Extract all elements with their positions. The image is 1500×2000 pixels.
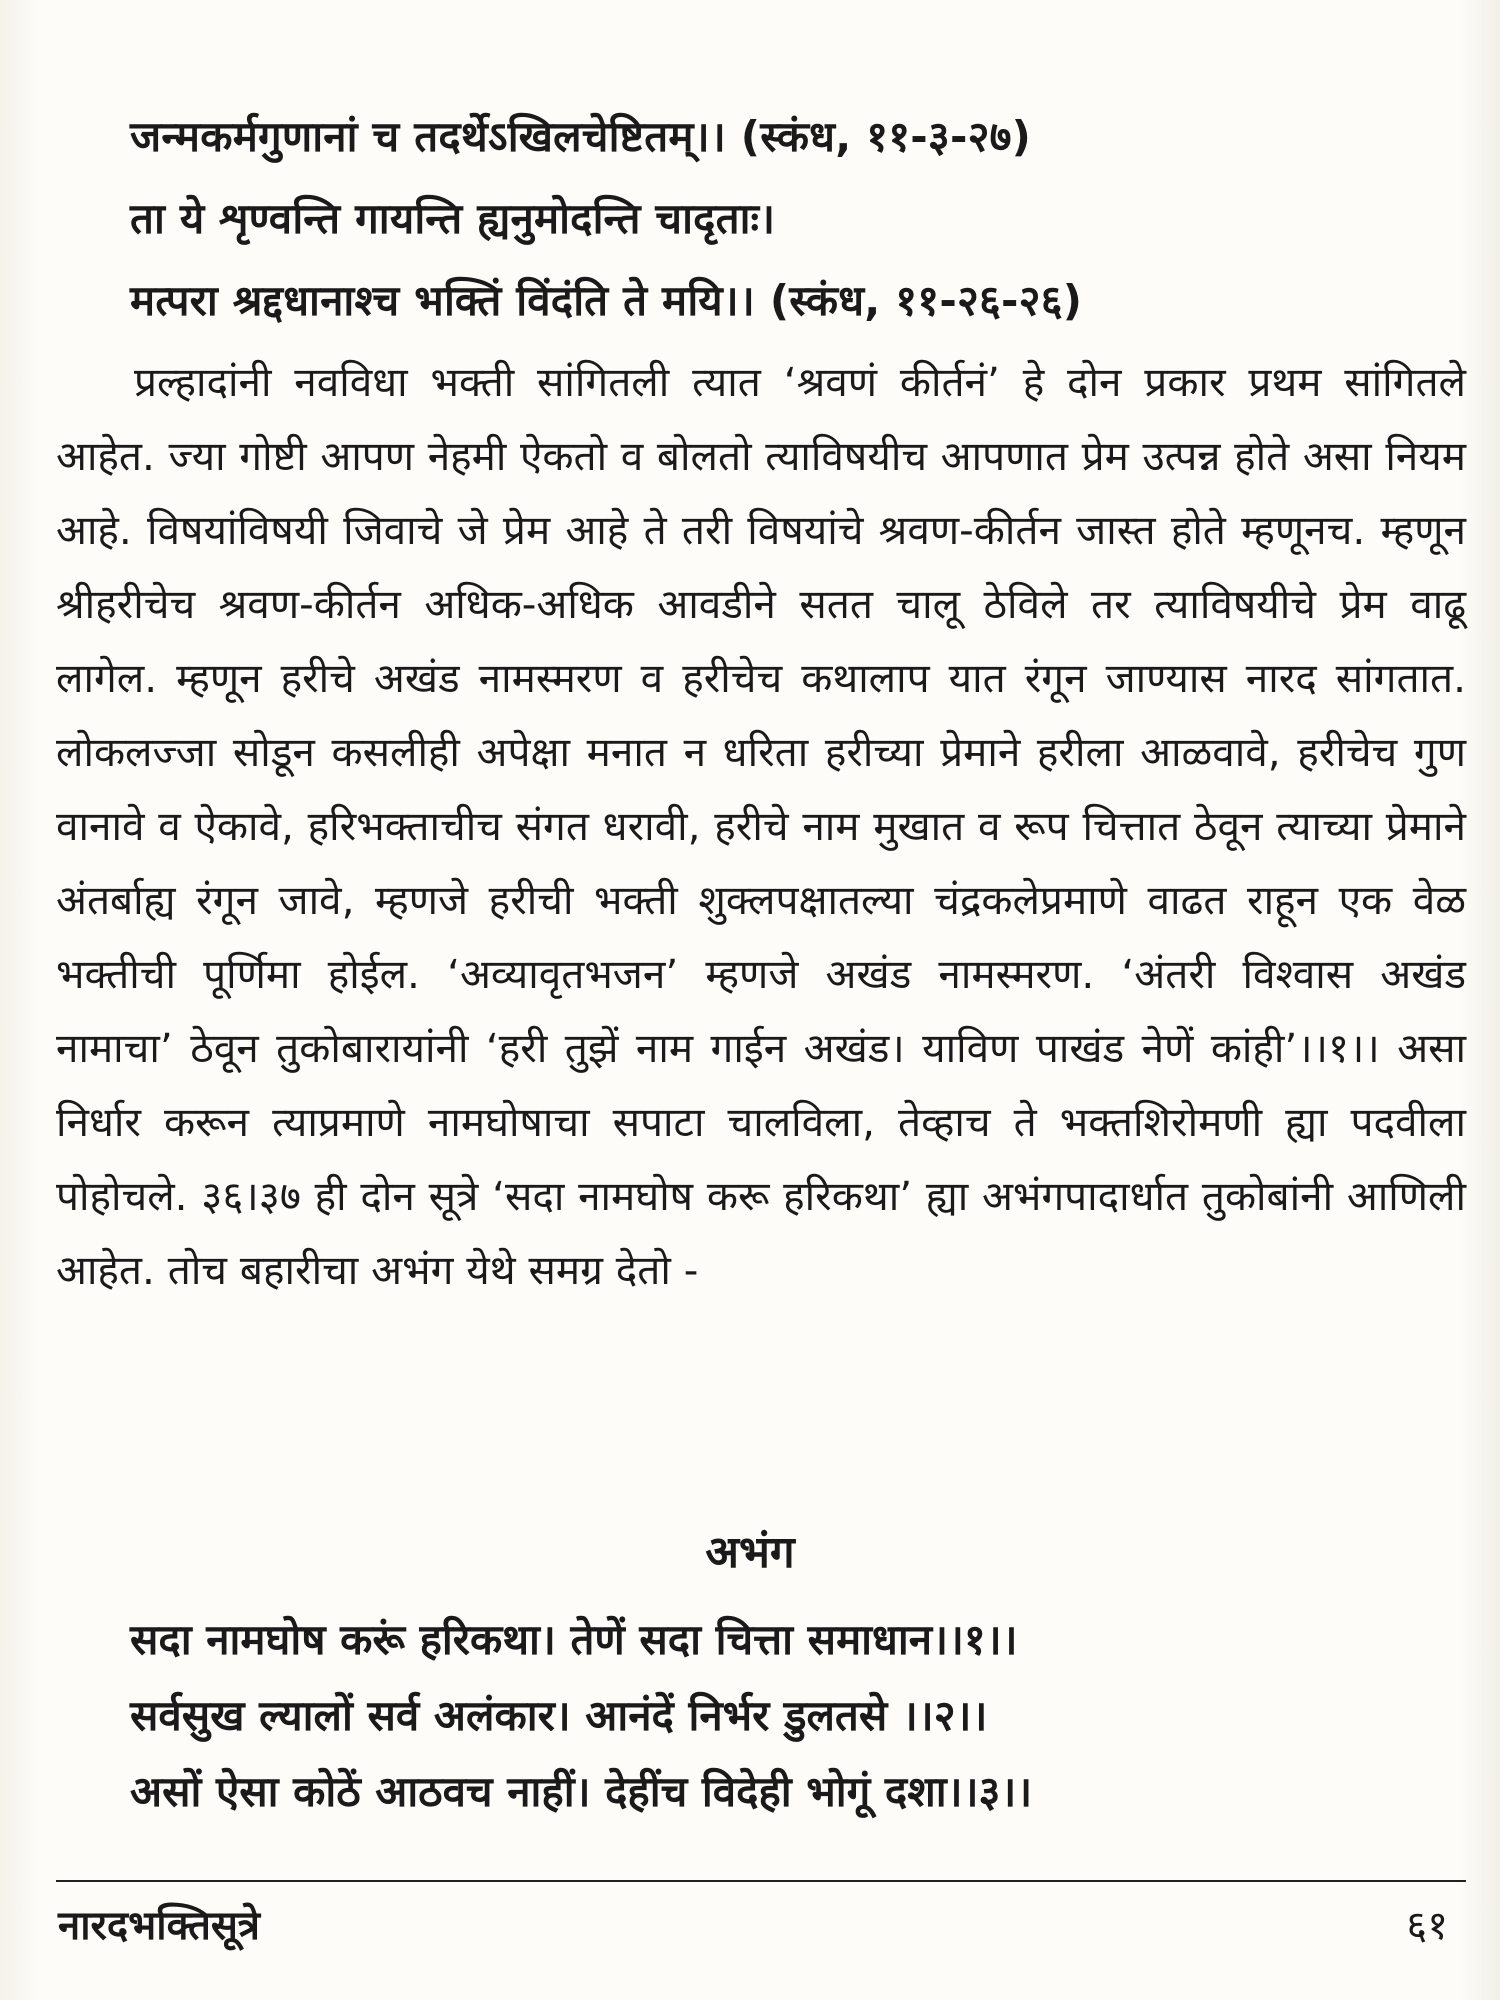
page-number: ६१ xyxy=(1406,1903,1448,1949)
verse-line-1: जन्मकर्मगुणानां च तदर्थेऽखिलचेष्टितम्।। (स्कंध, ११-३-२७) xyxy=(130,112,1032,161)
footer-divider xyxy=(56,1880,1466,1882)
verse-line-3: मत्परा श्रद्दधानाश्च भक्तिं विंदंति ते मयि।। (स्कंध, ११-२६-२६) xyxy=(130,276,1083,325)
abhang-line-3: असों ऐसा कोठें आठवच नाहीं। देहींच विदेही भोगूं दशा।।३।। xyxy=(130,1767,1033,1816)
abhang-stanza xyxy=(130,1602,1460,1830)
sanskrit-verses xyxy=(130,96,1450,342)
commentary-paragraph xyxy=(56,345,1466,1307)
paragraph-text: प्रल्हादांनी नवविधा भक्ती सांगितली त्यात ‘श्रवणं कीर्तनं’ हे दोन प्रकार प्रथम सांगितले आहेत. ज्या गोष्टी आपण नेहमी ऐकतो व बोलतो त्याविषयीच आपणात प्रेम उत्पन्न होते असा नियम आहे. विषयांविषयी जिवाचे जे प्रेम आहे ते तरी विषयांचे श्रवण-कीर्तन जास्त होते म्हणूनच. म्हणून श्रीहरीचेच श्रवण-कीर्तन अधिक-अधिक आवडीने सतत चालू ठेविले तर त्याविषयीचे प्रेम वाढू लागेल. म्हणून हरीचे अखंड नामस्मरण व हरीचेच कथालाप यात रंगून जाण्यास नारद सांगतात. लोकलज्जा सोडून कसलीही अपेक्षा मनात न धरिता हरीच्या प्रेमाने हरीला आळवावे, हरीचेच गुण वानावे व ऐकावे, हरिभक्ताचीच संगत धरावी, हरीचे नाम मुखात व रूप चित्तात ठेवून त्याच्या प्रेमाने अंतर्बाह्य रंगून जावे, म्हणजे हरीची भक्ती शुक्लपक्षातल्या चंद्रकलेप्रमाणे वाढत राहून एक वेळ भक्तीची पूर्णिमा होईल. ‘अव्यावृतभजन’ म्हणजे अखंड नामस्मरण. ‘अंतरी विश्वास अखंड नामाचा’ ठेवून तुकोबारायांनी ‘हरी तुझें नाम गाईन अखंड। याविण पाखंड नेणें कांही’।।१।। असा निर्धार करून त्याप्रमाणे नामघोषाचा सपाटा चालविला, तेव्हाच ते भक्तशिरोमणी ह्या पदवीला पोहोचले. ३६।३७ ही दोन सूत्रे ‘सदा नामघोष करू हरिकथा’ ह्या अभंगपादार्धात तुकोबांनी आणिली आहेत. तोच बहारीचा अभंग येथे समग्र देतो - xyxy=(56,358,1466,1294)
abhang-heading: अभंग xyxy=(705,1527,795,1578)
abhang-line-2: सर्वसुख ल्यालों सर्व अलंकार। आनंदें निर्भर डुलतसे ।।२।। xyxy=(130,1691,988,1740)
abhang-line-1: सदा नामघोष करूं हरिकथा। तेणें सदा चित्ता समाधान।।१।। xyxy=(130,1615,1018,1664)
verse-line-2: ता ये शृण्वन्ति गायन्ति ह्यनुमोदन्ति चादृताः। xyxy=(130,194,776,243)
running-footer-title: नारदभक्तिसूत्रे xyxy=(58,1903,260,1949)
